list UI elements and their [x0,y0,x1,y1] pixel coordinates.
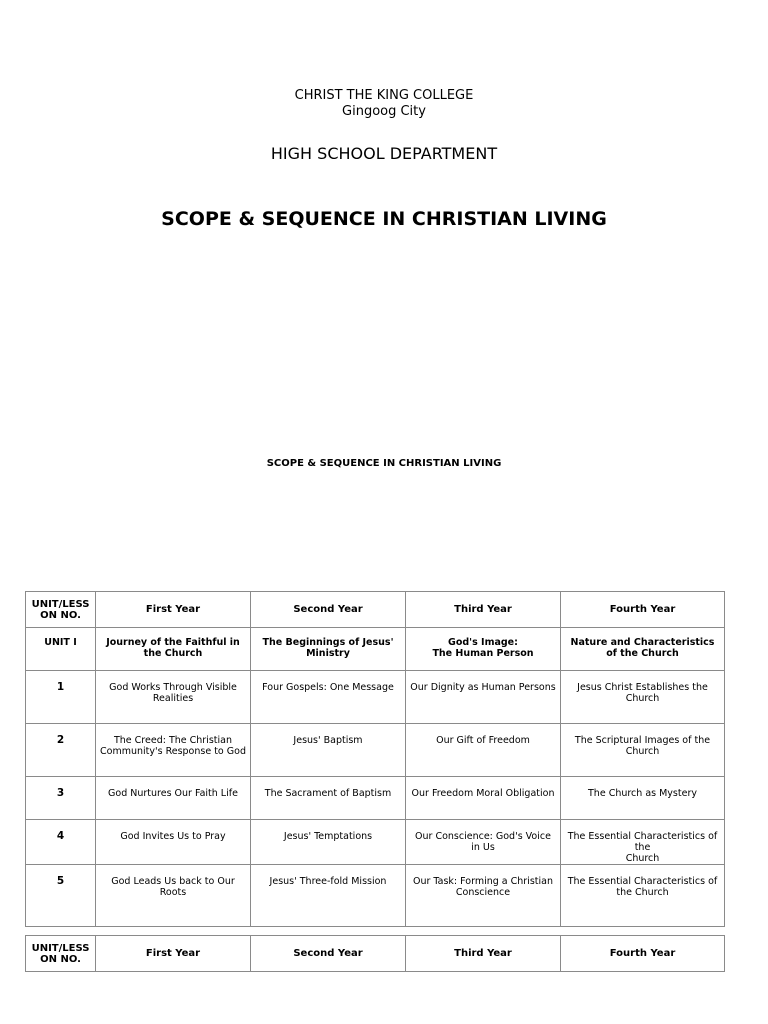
school-header [0,88,768,120]
lesson-first-year: God Works Through Visible Realities [96,671,251,724]
column-header-second-year: Second Year [251,936,406,972]
column-header-fourth-year: Fourth Year [561,936,725,972]
table-caption: SCOPE & SEQUENCE IN CHRISTIAN LIVING [266,458,502,469]
column-header-fourth-year: Fourth Year [561,592,725,628]
unit-title-third-line1: God's Image: [448,637,518,648]
lesson-fourth-line2: Church [625,853,660,864]
lesson-first-year: God Leads Us back to Our Roots [96,865,251,927]
unit-title-second-year: The Beginnings of Jesus' Ministry [251,628,406,671]
lesson-number: 2 [26,724,96,777]
lesson-first-year: The Creed: The Christian Community's Response to God [96,724,251,777]
unit-title-first-year: Journey of the Faithful in the Church [96,628,251,671]
lesson-second-year: Jesus' Three-fold Mission [251,865,406,927]
unit-title-fourth-year: Nature and Characteristics of the Church [561,628,725,671]
lesson-first-year: God Invites Us to Pray [96,820,251,865]
unit-title-third-line2: The Human Person [432,648,534,659]
lesson-second-year: The Sacrament of Baptism [251,777,406,820]
lesson-third-year: Our Task: Forming a Christian Conscience [406,865,561,927]
lesson-first-year: God Nurtures Our Faith Life [96,777,251,820]
table-header-row [26,592,725,628]
table-row [26,820,725,865]
lesson-third-year: Our Freedom Moral Obligation [406,777,561,820]
column-header-unit: UNIT/LESS ON NO. [26,592,96,628]
table-row [26,671,725,724]
unit-label: UNIT I [26,628,96,671]
table-header-row [26,936,725,972]
column-header-third-year: Third Year [406,936,561,972]
unit-title-third-year [406,628,561,671]
lesson-fourth-year: The Essential Characteristics of the Church [561,865,725,927]
lesson-third-year: Our Dignity as Human Persons [406,671,561,724]
table-row [26,724,725,777]
column-header-unit: UNIT/LESS ON NO. [26,936,96,972]
lesson-third-year: Our Conscience: God's Voice in Us [406,820,561,865]
unit-title-row [26,628,725,671]
document-title: SCOPE & SEQUENCE IN CHRISTIAN LIVING [161,208,607,230]
lesson-second-year: Jesus' Temptations [251,820,406,865]
table-row [26,777,725,820]
lesson-third-year: Our Gift of Freedom [406,724,561,777]
lesson-fourth-year: The Scriptural Images of the Church [561,724,725,777]
scope-sequence-table-continued [25,935,725,972]
scope-sequence-table [25,591,725,927]
lesson-fourth-year [561,820,725,865]
column-header-second-year: Second Year [251,592,406,628]
lesson-second-year: Four Gospels: One Message [251,671,406,724]
lesson-fourth-year: Jesus Christ Establishes the Church [561,671,725,724]
lesson-number: 5 [26,865,96,927]
school-city: Gingoog City [342,104,426,119]
lesson-fourth-year: The Church as Mystery [561,777,725,820]
lesson-fourth-line1: The Essential Characteristics of the [567,831,718,853]
lesson-number: 4 [26,820,96,865]
column-header-third-year: Third Year [406,592,561,628]
lesson-number: 1 [26,671,96,724]
department-title: HIGH SCHOOL DEPARTMENT [270,144,498,163]
column-header-first-year: First Year [96,936,251,972]
column-header-first-year: First Year [96,592,251,628]
table-row [26,865,725,927]
lesson-number: 3 [26,777,96,820]
school-name: CHRIST THE KING COLLEGE [294,88,474,103]
lesson-second-year: Jesus' Baptism [251,724,406,777]
